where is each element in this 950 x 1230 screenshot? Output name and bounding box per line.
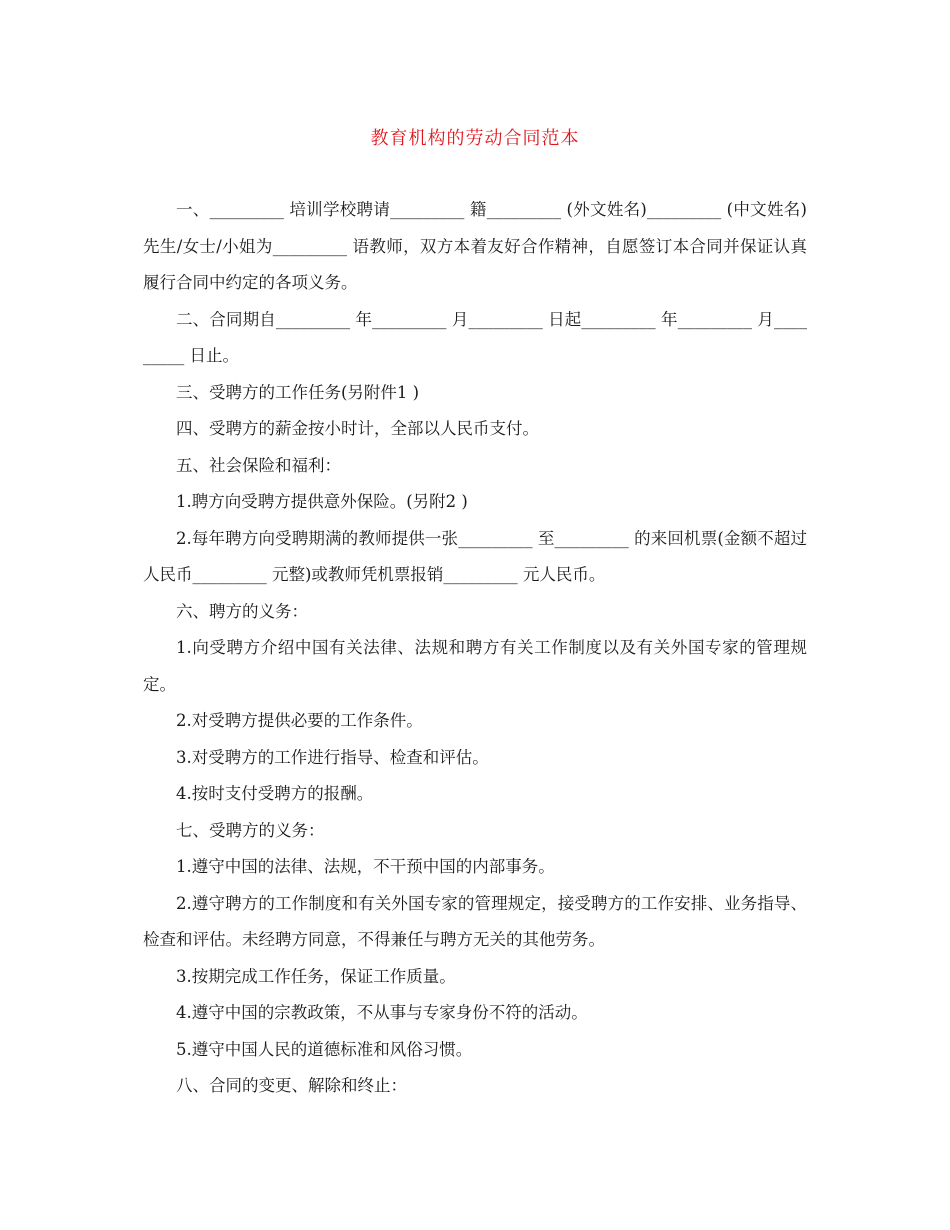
- document-title: 教育机构的劳动合同范本: [370, 128, 580, 149]
- paragraph-clause-7-item-4: 4.遵守中国的宗教政策，不从事与专家身份不符的活动。: [176, 1003, 588, 1022]
- paragraph-clause-3: 三、受聘方的工作任务(另附件1 ): [176, 382, 420, 402]
- paragraph-clause-7-item-1: 1.遵守中国的法律、法规，不干预中国的内部事务。: [176, 857, 555, 876]
- document-body: [143, 192, 807, 1105]
- paragraph-clause-6-item-2: 2.对受聘方提供必要的工作条件。: [176, 711, 423, 730]
- paragraph-clause-6-item-4: 4.按时支付受聘方的报酬。: [176, 784, 374, 803]
- paragraph-clause-5-item-1: 1.聘方向受聘方提供意外保险。(另附2 ): [176, 492, 468, 511]
- paragraph-clause-6-heading: 六、聘方的义务：: [176, 601, 308, 621]
- paragraph-clause-1: 一、_________ 培训学校聘请_________ 籍_________ (外文姓名)_________ (中文姓名)先生/女士/小姐为_________ 语教师，双方本着友好合作精神，自愿签订本合同并保证认真履行合同中约定的各项义务。: [143, 200, 807, 292]
- paragraph-clause-7-item-3: 3.按期完成工作任务，保证工作质量。: [176, 966, 456, 986]
- paragraph-clause-5-item-2: 2.每年聘方向受聘期满的教师提供一张_________ 至_________ 的来回机票(金额不超过人民币_________ 元整)或教师凭机票报销_________ 元人民币。: [143, 528, 807, 584]
- paragraph-clause-6-item-3: 3.对受聘方的工作进行指导、检查和评估。: [176, 747, 489, 767]
- paragraph-clause-5-heading: 五、社会保险和福利：: [176, 455, 341, 475]
- paragraph-clause-2: 二、合同期自_________ 年_________ 月_________ 日起_________ 年_________ 月_________ 日止。: [143, 309, 807, 365]
- paragraph-clause-7-item-5: 5.遵守中国人民的道德标准和风俗习惯。: [176, 1039, 473, 1059]
- paragraph-clause-4: 四、受聘方的薪金按小时计，全部以人民币支付。: [176, 419, 539, 438]
- paragraph-clause-6-item-1: 1.向受聘方介绍中国有关法律、法规和聘方有关工作制度以及有关外国专家的管理规定。: [143, 638, 807, 694]
- paragraph-clause-7-heading: 七、受聘方的义务：: [176, 820, 325, 840]
- paragraph-clause-8-heading: 八、合同的变更、解除和终止：: [176, 1076, 407, 1095]
- paragraph-clause-7-item-2: 2.遵守聘方的工作制度和有关外国专家的管理规定，接受聘方的工作安排、业务指导、检查和评估。未经聘方同意，不得兼任与聘方无关的其他劳务。: [143, 893, 807, 949]
